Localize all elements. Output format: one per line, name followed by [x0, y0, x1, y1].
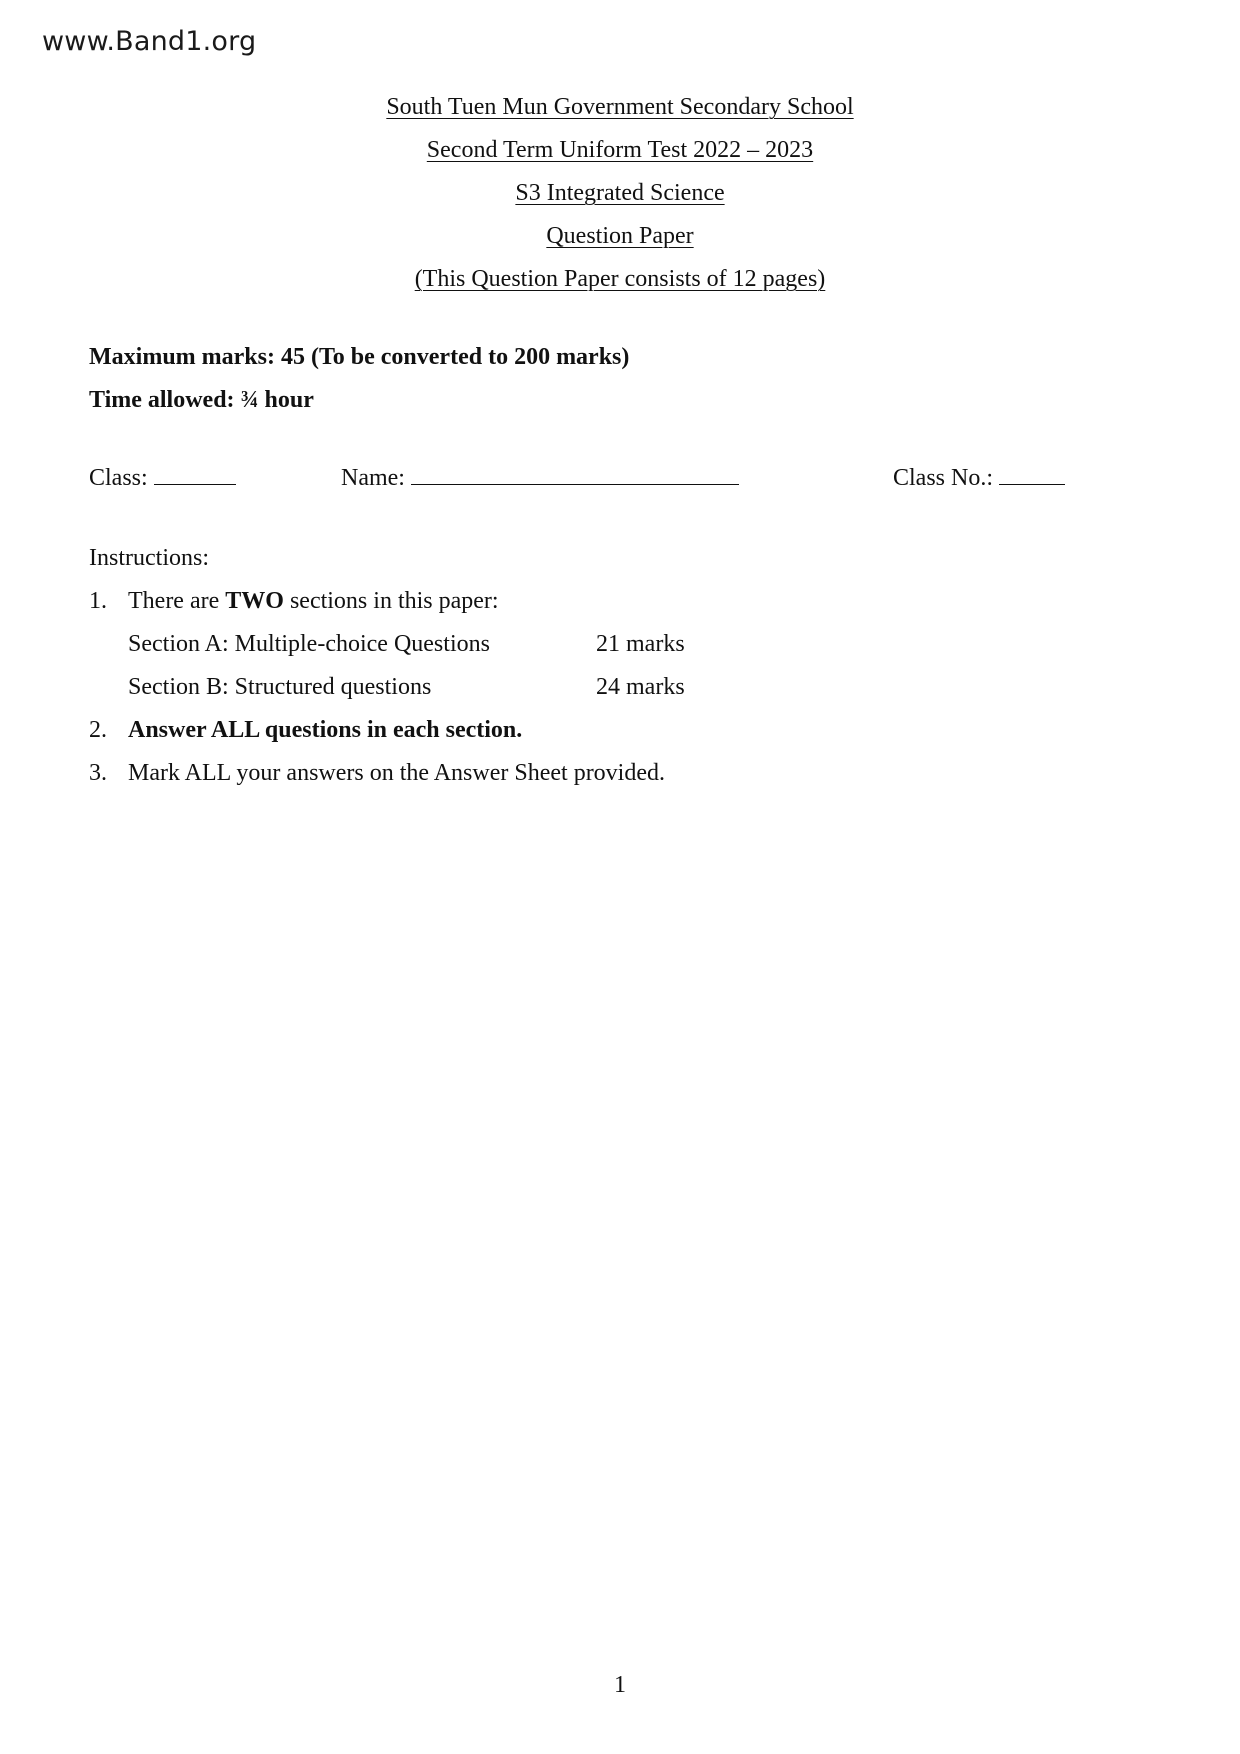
test-title: Second Term Uniform Test 2022 – 2023 [426, 137, 814, 163]
maximum-marks: Maximum marks: 45 (To be converted to 200 marks) [89, 344, 630, 370]
instruction-number: 3. [89, 760, 107, 786]
student-fields [0, 456, 1240, 500]
marks-info [89, 336, 629, 422]
instruction-number: 1. [89, 588, 107, 614]
class-no-blank[interactable] [999, 458, 1065, 485]
school-name: South Tuen Mun Government Secondary School [386, 94, 854, 120]
instruction-item-1 [89, 580, 685, 623]
class-blank[interactable] [154, 458, 236, 485]
class-field [89, 456, 236, 500]
name-blank[interactable] [411, 458, 739, 485]
instruction-item-3 [89, 752, 685, 795]
section-name: Section A: Multiple-choice Questions [128, 631, 490, 657]
subject-title: S3 Integrated Science [515, 180, 725, 206]
page-number: 1 [614, 1672, 626, 1698]
class-no-label: Class No.: [893, 465, 994, 491]
section-name: Section B: Structured questions [128, 674, 432, 700]
time-allowed: Time allowed: ¾ hour [89, 387, 314, 413]
watermark-url: www.Band1.org [42, 26, 257, 57]
instruction-emphasis: TWO [225, 588, 284, 614]
name-label: Name: [341, 465, 405, 491]
instruction-text: Mark ALL your answers on the Answer Sheet provided. [128, 760, 665, 786]
class-no-field [893, 456, 1065, 500]
instruction-text: sections in this paper: [283, 588, 499, 614]
instruction-text: Answer ALL questions in each section. [128, 717, 523, 743]
class-label: Class: [89, 465, 148, 491]
paper-header [0, 86, 1240, 301]
section-row [89, 666, 685, 709]
section-marks: 24 marks [596, 674, 685, 700]
instruction-number: 2. [89, 717, 107, 743]
section-row [89, 623, 685, 666]
instructions [89, 537, 685, 795]
paper-type: Question Paper [546, 223, 694, 249]
instructions-title: Instructions: [89, 545, 209, 571]
name-field [341, 456, 739, 500]
section-marks: 21 marks [596, 631, 685, 657]
page-count-note: (This Question Paper consists of 12 pages) [414, 266, 826, 292]
instruction-item-2 [89, 709, 685, 752]
instruction-text: There are [128, 588, 226, 614]
